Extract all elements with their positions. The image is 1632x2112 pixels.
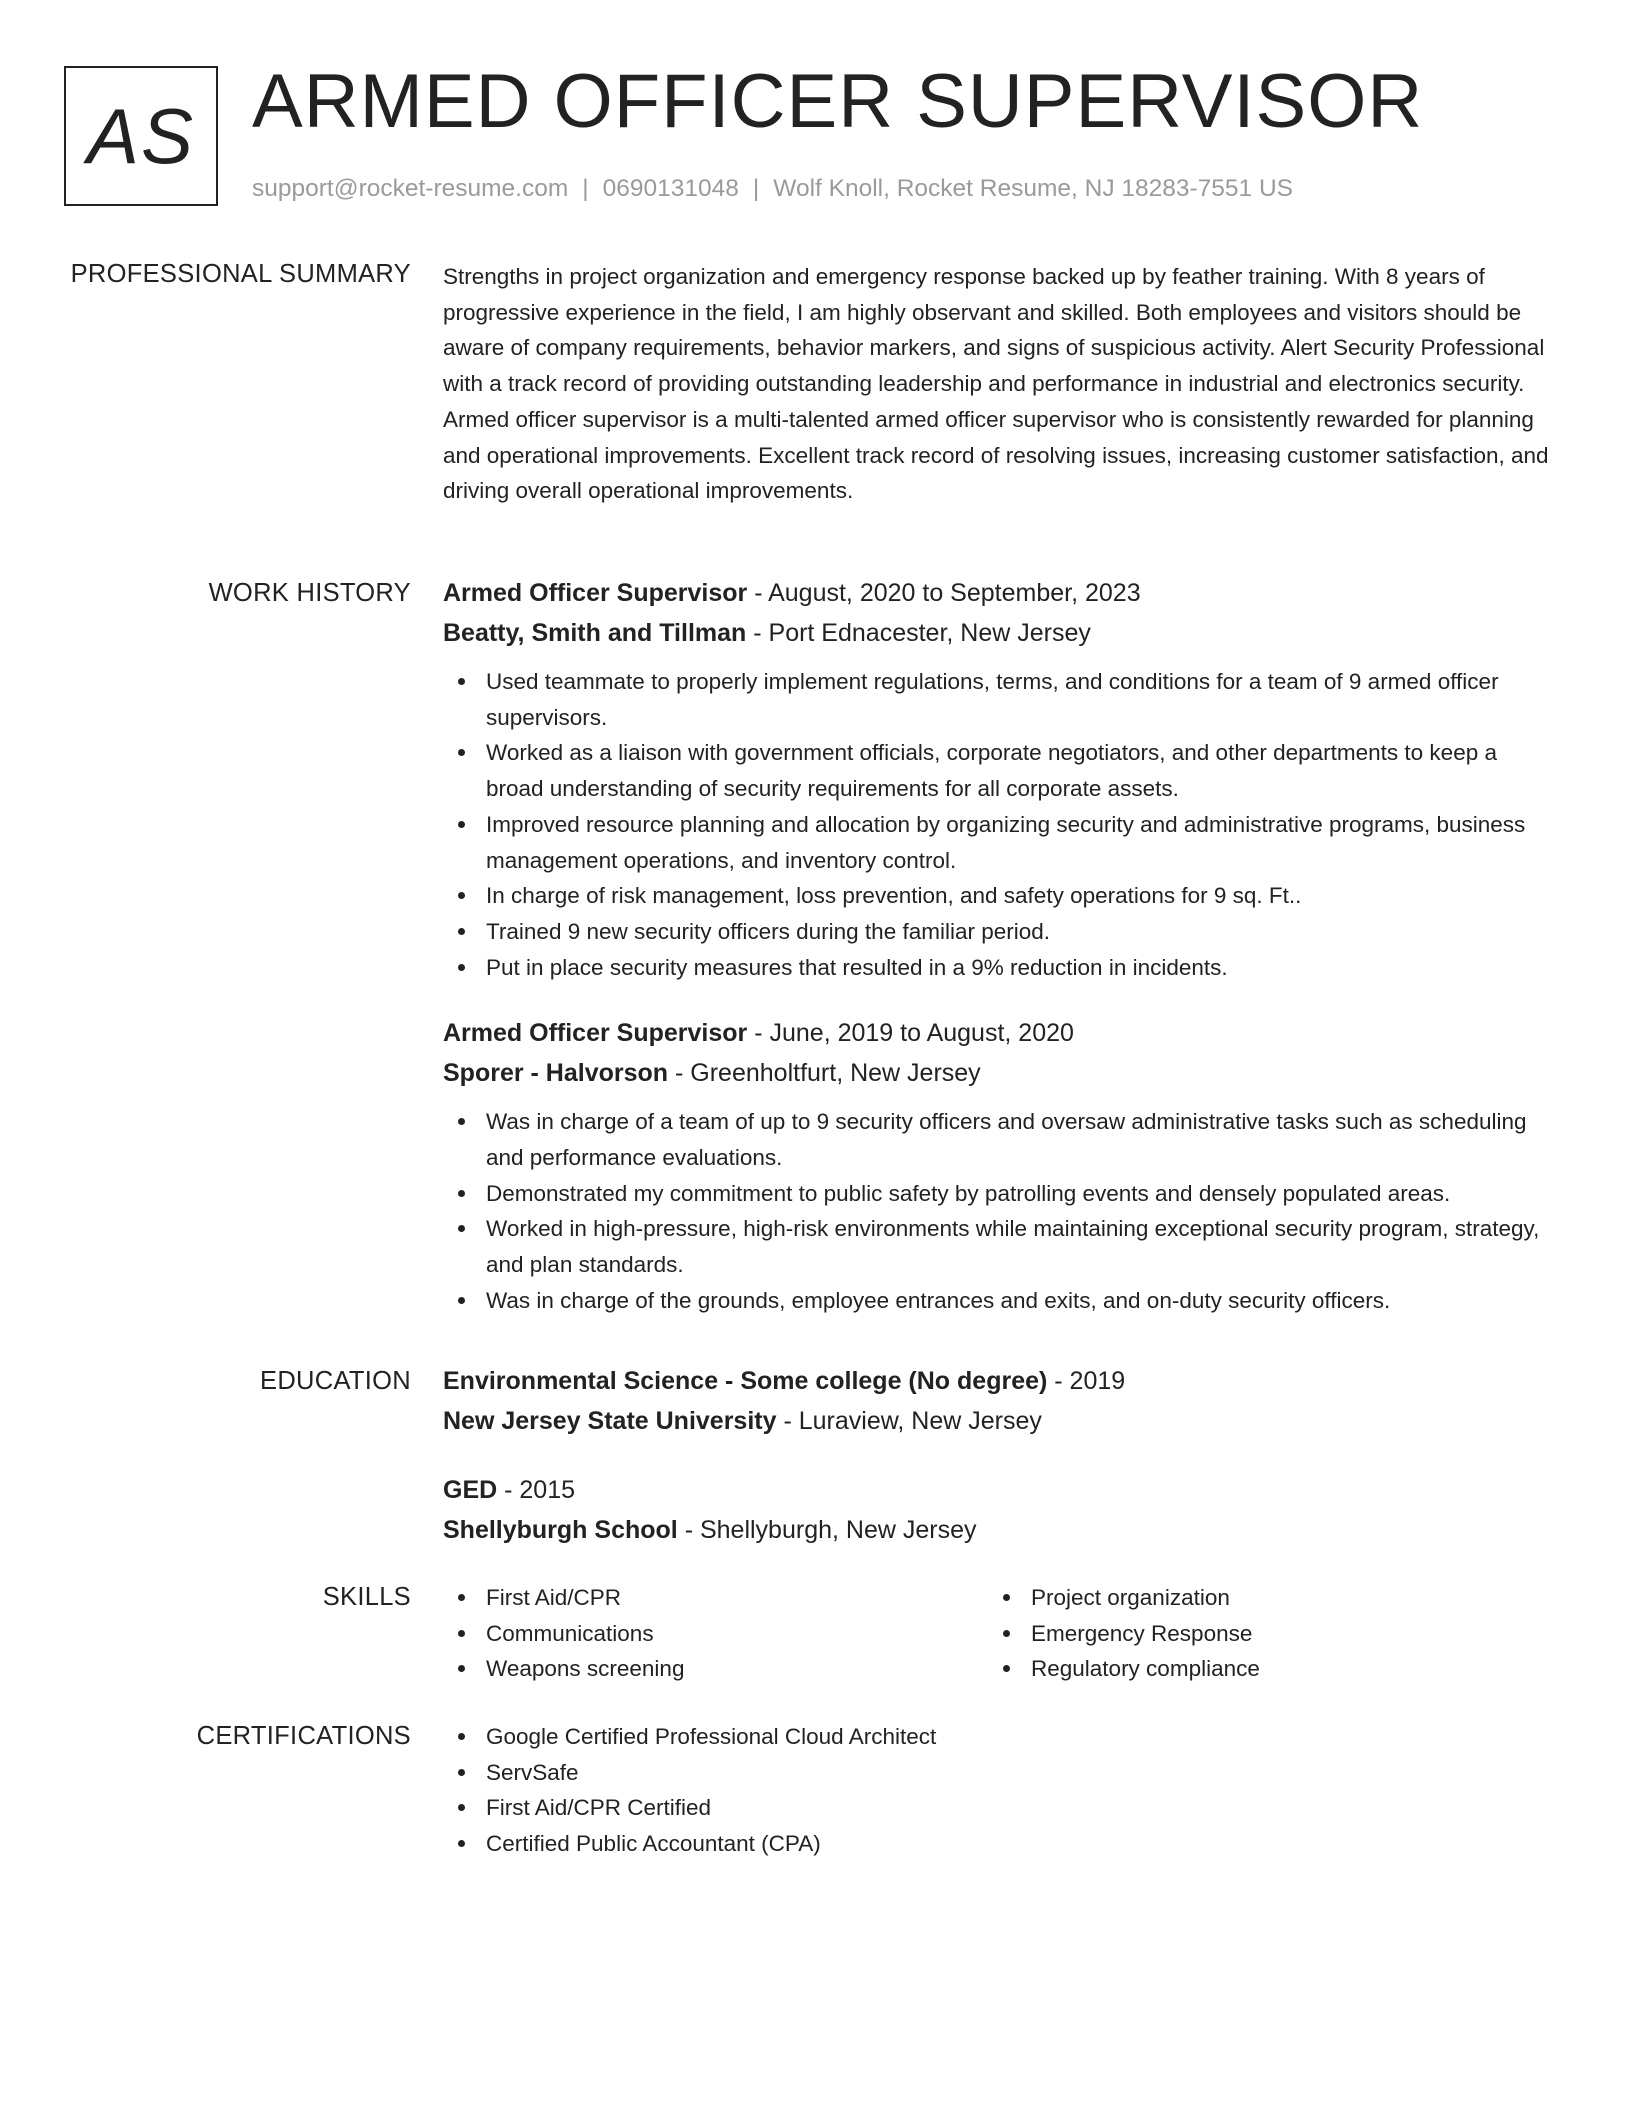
list-item: Weapons screening <box>443 1651 988 1687</box>
list-item: Project organization <box>988 1580 1533 1616</box>
job-title: Armed Officer Supervisor <box>443 579 748 607</box>
list-item: Worked in high-pressure, high-risk environments while maintaining exceptional security program, strategy, and plan standards. <box>443 1211 1553 1282</box>
list-item: Demonstrated my commitment to public safety by patrolling events and densely populated areas. <box>443 1176 1553 1212</box>
list-item: Communications <box>443 1616 988 1652</box>
job-company: Sporer - Halvorson <box>443 1059 669 1088</box>
section-label-summary: PROFESSIONAL SUMMARY <box>70 260 411 288</box>
skills-body <box>443 1580 1553 1687</box>
list-item: Trained 9 new security officers during the familiar period. <box>443 914 1553 950</box>
contact-separator: | <box>582 175 589 202</box>
monogram-initials: AS <box>64 66 218 206</box>
list-item: Was in charge of the grounds, employee entrances and exits, and on-duty security officers. <box>443 1283 1553 1319</box>
education-location: - Shellyburgh, New Jersey <box>677 1516 977 1544</box>
job-company-line <box>443 613 1553 653</box>
list-item: Put in place security measures that resulted in a 9% reduction in incidents. <box>443 950 1553 986</box>
education-degree-line <box>443 1361 1553 1401</box>
page-title: ARMED OFFICER SUPERVISOR <box>252 59 1424 144</box>
job-location: - Greenholtfurt, New Jersey <box>668 1059 981 1088</box>
contact-address: Wolf Knoll, Rocket Resume, NJ 18283-7551 US <box>773 175 1294 202</box>
summary-body <box>443 259 1553 509</box>
job-bullets <box>443 1104 1553 1318</box>
skills-column-left <box>443 1580 988 1687</box>
education-school: Shellyburgh School <box>443 1516 678 1544</box>
education-degree: GED <box>443 1476 498 1504</box>
list-item: In charge of risk management, loss prevention, and safety operations for 9 sq. Ft.. <box>443 878 1553 914</box>
list-item: Regulatory compliance <box>988 1651 1533 1687</box>
list-item: Emergency Response <box>988 1616 1533 1652</box>
job-title: Armed Officer Supervisor <box>443 1019 748 1048</box>
education-year: - 2019 <box>1047 1367 1126 1395</box>
job-bullets <box>443 664 1553 985</box>
certifications-list <box>443 1719 1553 1862</box>
job-company: Beatty, Smith and Tillman <box>443 619 747 647</box>
job-title-line <box>443 1013 1553 1053</box>
skills-column-right <box>988 1580 1533 1687</box>
education-location: - Luraview, New Jersey <box>776 1407 1042 1435</box>
list-item: Improved resource planning and allocation by organizing security and administrative programs, business management operations, and inventory control. <box>443 807 1553 878</box>
job-dates: - August, 2020 to September, 2023 <box>747 579 1141 607</box>
list-item: Worked as a liaison with government officials, corporate negotiators, and other departments to keep a broad understanding of security requirements for all corporate assets. <box>443 735 1553 806</box>
section-label-skills: SKILLS <box>322 1583 411 1611</box>
education-year: - 2015 <box>497 1476 576 1504</box>
skills-grid <box>443 1580 1553 1687</box>
job-location: - Port Ednacester, New Jersey <box>746 619 1091 647</box>
list-item: ServSafe <box>443 1755 1553 1791</box>
education-degree: Environmental Science - Some college (No degree) <box>443 1367 1048 1395</box>
section-label-certifications: CERTIFICATIONS <box>196 1722 411 1750</box>
education-entry <box>443 1470 1553 1550</box>
contact-line <box>252 172 1293 206</box>
section-label-education: EDUCATION <box>260 1367 411 1395</box>
section-label-work-history: WORK HISTORY <box>208 579 411 607</box>
summary-text: Strengths in project organization and emergency response backed up by feather training. With 8 years of progressive experience in the field, I am highly observant and skilled. Both employees and visitors should be aware of company requirements, behavior markers, and signs of suspicious activity. Alert Security Professional with a track record of providing outstanding leadership and performance in industrial and electronics security. Armed officer supervisor is a multi-talented armed officer supervisor who is consistently rewarded for planning and operational improvements. Excellent track record of resolving issues, increasing customer satisfaction, and driving overall operational improvements. <box>443 264 1549 504</box>
list-item: Used teammate to properly implement regulations, terms, and conditions for a team of 9 armed officer supervisors. <box>443 664 1553 735</box>
contact-email: support@rocket-resume.com <box>252 175 569 202</box>
list-item: First Aid/CPR Certified <box>443 1790 1553 1826</box>
job-dates: - June, 2019 to August, 2020 <box>747 1019 1074 1048</box>
job-entry <box>443 1013 1553 1318</box>
job-title-line <box>443 573 1553 613</box>
list-item: First Aid/CPR <box>443 1580 988 1616</box>
job-entry <box>443 573 1553 985</box>
education-school-line <box>443 1401 1553 1441</box>
work-history-body <box>443 573 1553 1319</box>
list-item: Google Certified Professional Cloud Architect <box>443 1719 1553 1755</box>
education-body <box>443 1361 1553 1550</box>
list-item: Was in charge of a team of up to 9 security officers and oversaw administrative tasks such as scheduling and performance evaluations. <box>443 1104 1553 1175</box>
education-school-line <box>443 1510 1553 1550</box>
education-school: New Jersey State University <box>443 1407 777 1435</box>
list-item: Certified Public Accountant (CPA) <box>443 1826 1553 1862</box>
contact-phone: 0690131048 <box>602 175 739 202</box>
job-company-line <box>443 1053 1553 1093</box>
certifications-body <box>443 1719 1553 1862</box>
education-entry <box>443 1361 1553 1441</box>
education-degree-line <box>443 1470 1553 1510</box>
contact-separator: | <box>752 175 760 202</box>
